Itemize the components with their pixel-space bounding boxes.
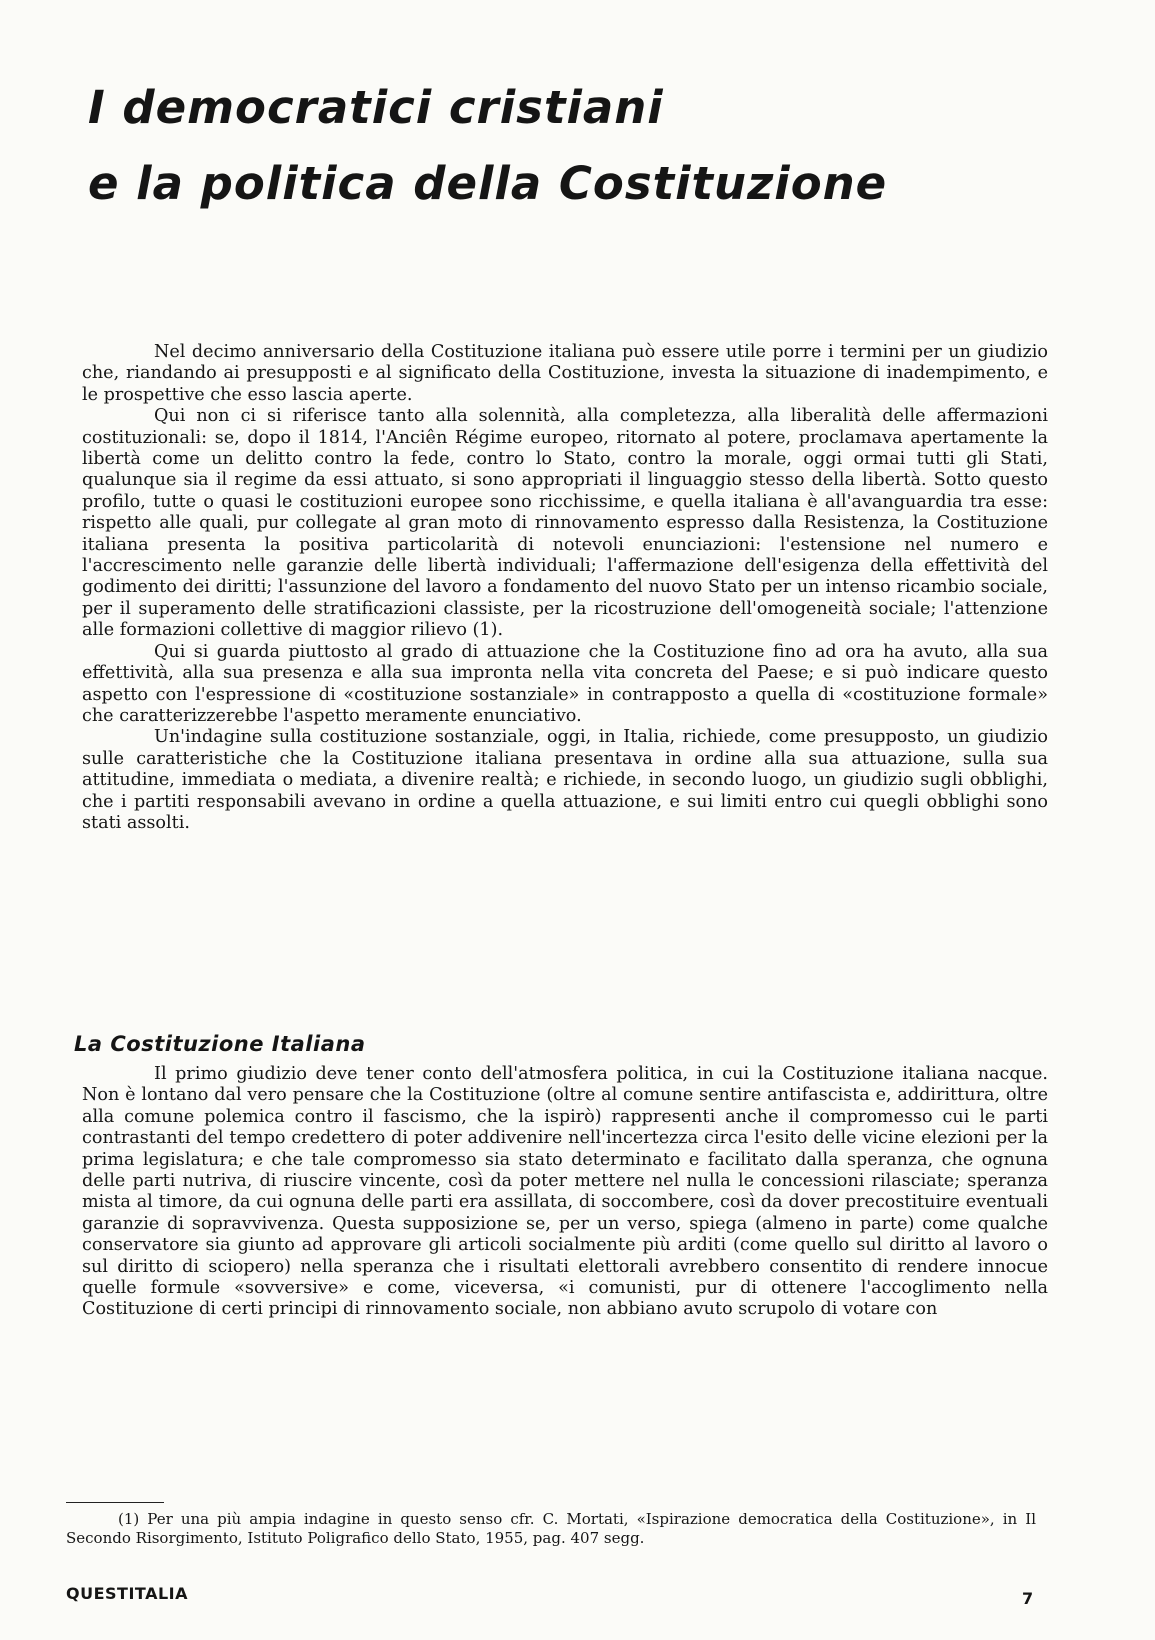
paragraph-5: Il primo giudizio deve tener conto dell'atmosfera politica, in cui la Costituzione italiana nacque. Non è lontano dal vero pensare che la Costituzione (oltre al comune sentire antifascista e, addirittura, oltre alla comune polemica contro il fascismo, che la ispirò) rappresenti anche il compromesso cui le parti contrastanti del tempo credettero di poter addivenire nell'incertezza circa l'esito delle vicine elezioni per la prima legislatura; e che tale compromesso sia stato determinato e facilitato dalla speranza, che ognuna delle parti nutriva, di riuscire vincente, così da poter mettere nel nulla le concessioni rilasciate; speranza mista al timore, da cui ognuna delle parti era assillata, di soccombere, così da dover precostituire eventuali garanzie di sopravvivenza. Questa supposizione se, per un verso, spiega (almeno in parte) come qualche conservatore sia giunto ad approvare gli articoli socialmente più arditi (come quello sul diritto al lavoro o sul diritto di sciopero) nella speranza che i risultati elettorali avrebbero consentito di rendere innocue quelle formule «sovversive» e come, viceversa, «i comunisti, pur di ottenere l'accoglimento nella Costituzione di certi principi di rinnovamento sociale, non abbiano avuto scrupolo di votare con bbox=[82, 1064, 1048, 1320]
intro-section bbox=[82, 342, 1048, 834]
journal-name: QUESTITALIA bbox=[66, 1584, 188, 1603]
article-title bbox=[88, 70, 1088, 222]
title-line-2: e la politica della Costituzione bbox=[88, 157, 888, 210]
section-heading: La Costituzione Italiana bbox=[74, 1032, 366, 1056]
footnote-rule bbox=[66, 1502, 164, 1503]
costituzione-section bbox=[82, 1064, 1048, 1321]
page-number: 7 bbox=[1022, 1589, 1034, 1608]
title-line-1: I democratici cristiani bbox=[88, 81, 664, 134]
paragraph-3: Qui si guarda piuttosto al grado di attuazione che la Costituzione fino ad ora ha avuto, alla sua effettività, alla sua presenza e alla sua impronta nella vita concreta del Paese; e si può indicare questo aspetto con l'espressione di «costituzione sostanziale» in contrapposto a quella di «costituzione formale» che caratterizzerebbe l'aspetto meramente enunciativo. bbox=[82, 641, 1048, 726]
paragraph-2: Qui non ci si riferisce tanto alla solennità, alla completezza, alla liberalità delle affermazioni costituzionali: se, dopo il 1814, l'Anciên Régime europeo, ritornato al potere, proclamava apertamente la libertà come un delitto contro la fede, contro lo Stato, contro la morale, oggi ormai tutti gli Stati, qualunque sia il regime da essi attuato, si sono appropriati il linguaggio stesso della libertà. Sotto questo profilo, tutte o quasi le costituzioni europee sono ricchissime, e quella italiana è all'avanguardia tra esse: rispetto alle quali, pur collegate al gran moto di rinnovamento espresso dalla Resistenza, la Costituzione italiana presenta la positiva particolarità di notevoli enunciazioni: l'estensione nel numero e l'accrescimento nelle garanzie delle libertà individuali; l'affermazione dell'esigenza della effettività del godimento dei diritti; l'assunzione del lavoro a fondamento del nuovo Stato per un intenso ricambio sociale, per il superamento delle stratificazioni classiste, per la ricostruzione dell'omogeneità sociale; l'attenzione alle formazioni collettive di maggior rilievo (1). bbox=[82, 406, 1048, 641]
footnote: (1) Per una più ampia indagine in questo senso cfr. C. Mortati, «Ispirazione democratica della Costituzione», in Il Secondo Risorgimento, Istituto Poligrafico dello Stato, 1955, pag. 407 segg. bbox=[66, 1510, 1036, 1547]
paragraph-4: Un'indagine sulla costituzione sostanziale, oggi, in Italia, richiede, come presupposto, un giudizio sulle caratteristiche che la Costituzione italiana presentava in ordine alla sua attuazione, sulla sua attitudine, immediata o mediata, a divenire realtà; e richiede, in secondo luogo, un giudizio sugli obblighi, che i partiti responsabili avevano in ordine a quella attuazione, e sui limiti entro cui quegli obblighi sono stati assolti. bbox=[82, 727, 1048, 833]
paragraph-1: Nel decimo anniversario della Costituzione italiana può essere utile porre i termini per un giudizio che, riandando ai presupposti e al significato della Costituzione, investa la situazione di inadempimento, e le prospettive che esso lascia aperte. bbox=[82, 342, 1048, 405]
